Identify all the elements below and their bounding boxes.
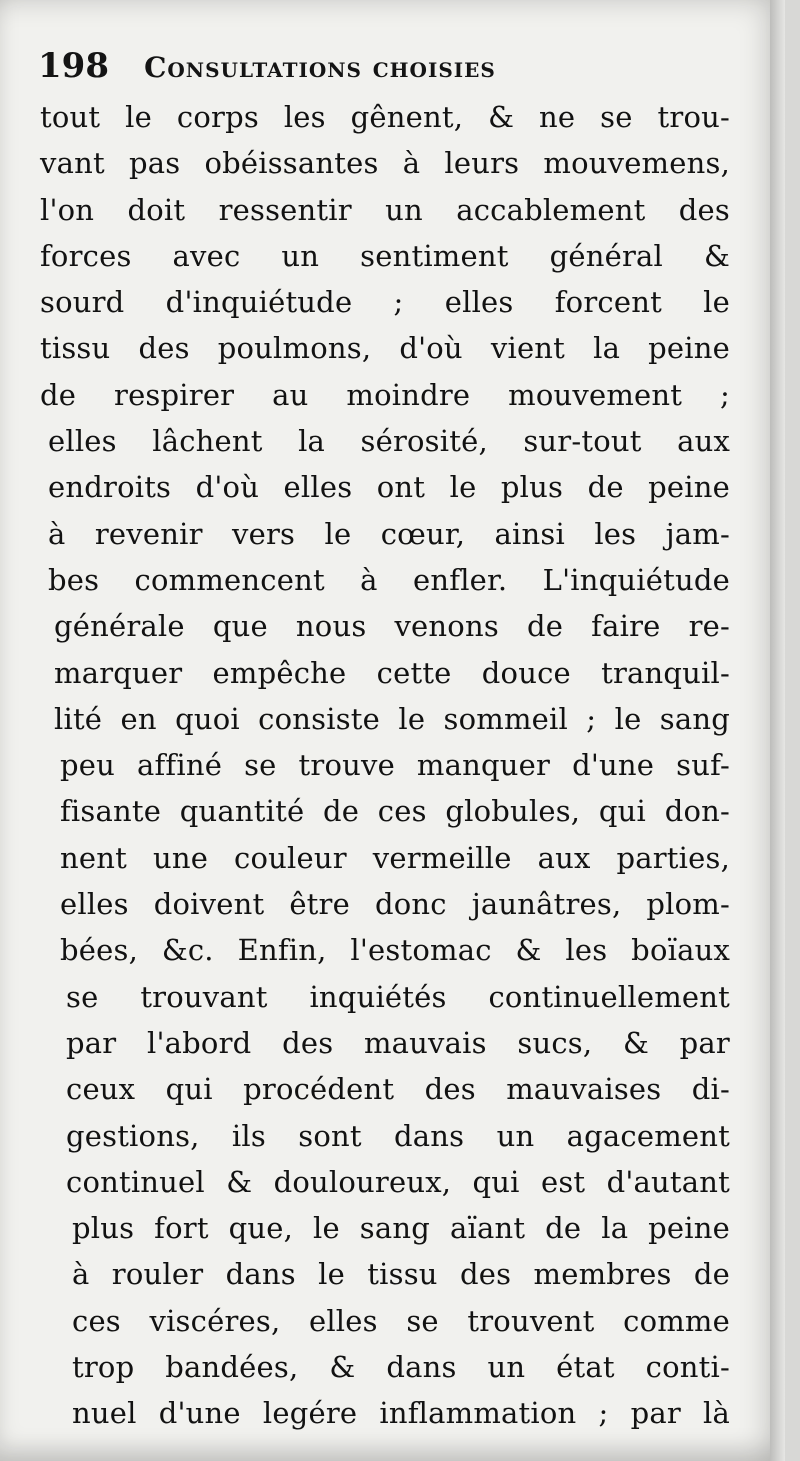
text-line: marquer empêche cette douce tranquil- [54,655,730,690]
text-line: ces viscéres, elles se trouvent comme [72,1303,730,1338]
text-line: à revenir vers le cœur, ainsi les jam- [48,516,730,551]
text-line: par l'abord des mauvais sucs, & par [66,1025,730,1060]
text-line: bées, &c. Enfin, l'estomac & les boïaux [60,933,730,968]
text-line: vant pas obéissantes à leurs mouvemens, [40,146,730,181]
text-line: nent une couleur vermeille aux parties, [60,840,730,875]
text-line: de respirer au moindre mouvement ; [40,377,730,412]
text-line: bes commencent à enfler. L'inquiétude [48,562,730,597]
text-line: tissu des poulmons, d'où vient la peine [40,331,730,366]
text-line: trop bandées, & dans un état conti- [72,1350,730,1385]
text-line: sourd d'inquiétude ; elles forcent le [40,285,730,320]
text-line: gestions, ils sont dans un agacement [66,1118,730,1153]
page-edge-shadow [770,0,785,1461]
running-title: Consultations choisies [144,51,496,84]
text-line: continuel & douloureux, qui est d'autant [66,1164,730,1199]
text-line: à rouler dans le tissu des membres de [72,1257,730,1292]
page-number: 198 [38,46,109,86]
text-line: générale que nous venons de faire re- [54,609,730,644]
text-line: elles doivent être donc jaunâtres, plom- [60,887,730,922]
text-line: lité en quoi consiste le sommeil ; le sang [54,701,730,736]
text-line: se trouvant inquiétés continuellement [66,979,730,1014]
text-line: nuel d'une legére inflammation ; par là [72,1396,730,1431]
text-line: l'on doit ressentir un accablement des [40,192,730,227]
text-line: ceux qui procédent des mauvaises di- [66,1072,730,1107]
text-line: endroits d'où elles ont le plus de peine [48,470,730,505]
text-line: fisante quantité de ces globules, qui don- [60,794,730,829]
text-line: peu affiné se trouve manquer d'une suf- [60,748,730,783]
text-line: tout le corps les gênent, & ne se trou- [40,100,730,134]
text-line: elles lâchent la sérosité, sur-tout aux [48,424,730,459]
text-line: forces avec un sentiment général & [40,238,730,273]
page-header [38,40,496,92]
text-line: plus fort que, le sang aïant de la peine [72,1211,730,1246]
body-text [40,94,730,1437]
